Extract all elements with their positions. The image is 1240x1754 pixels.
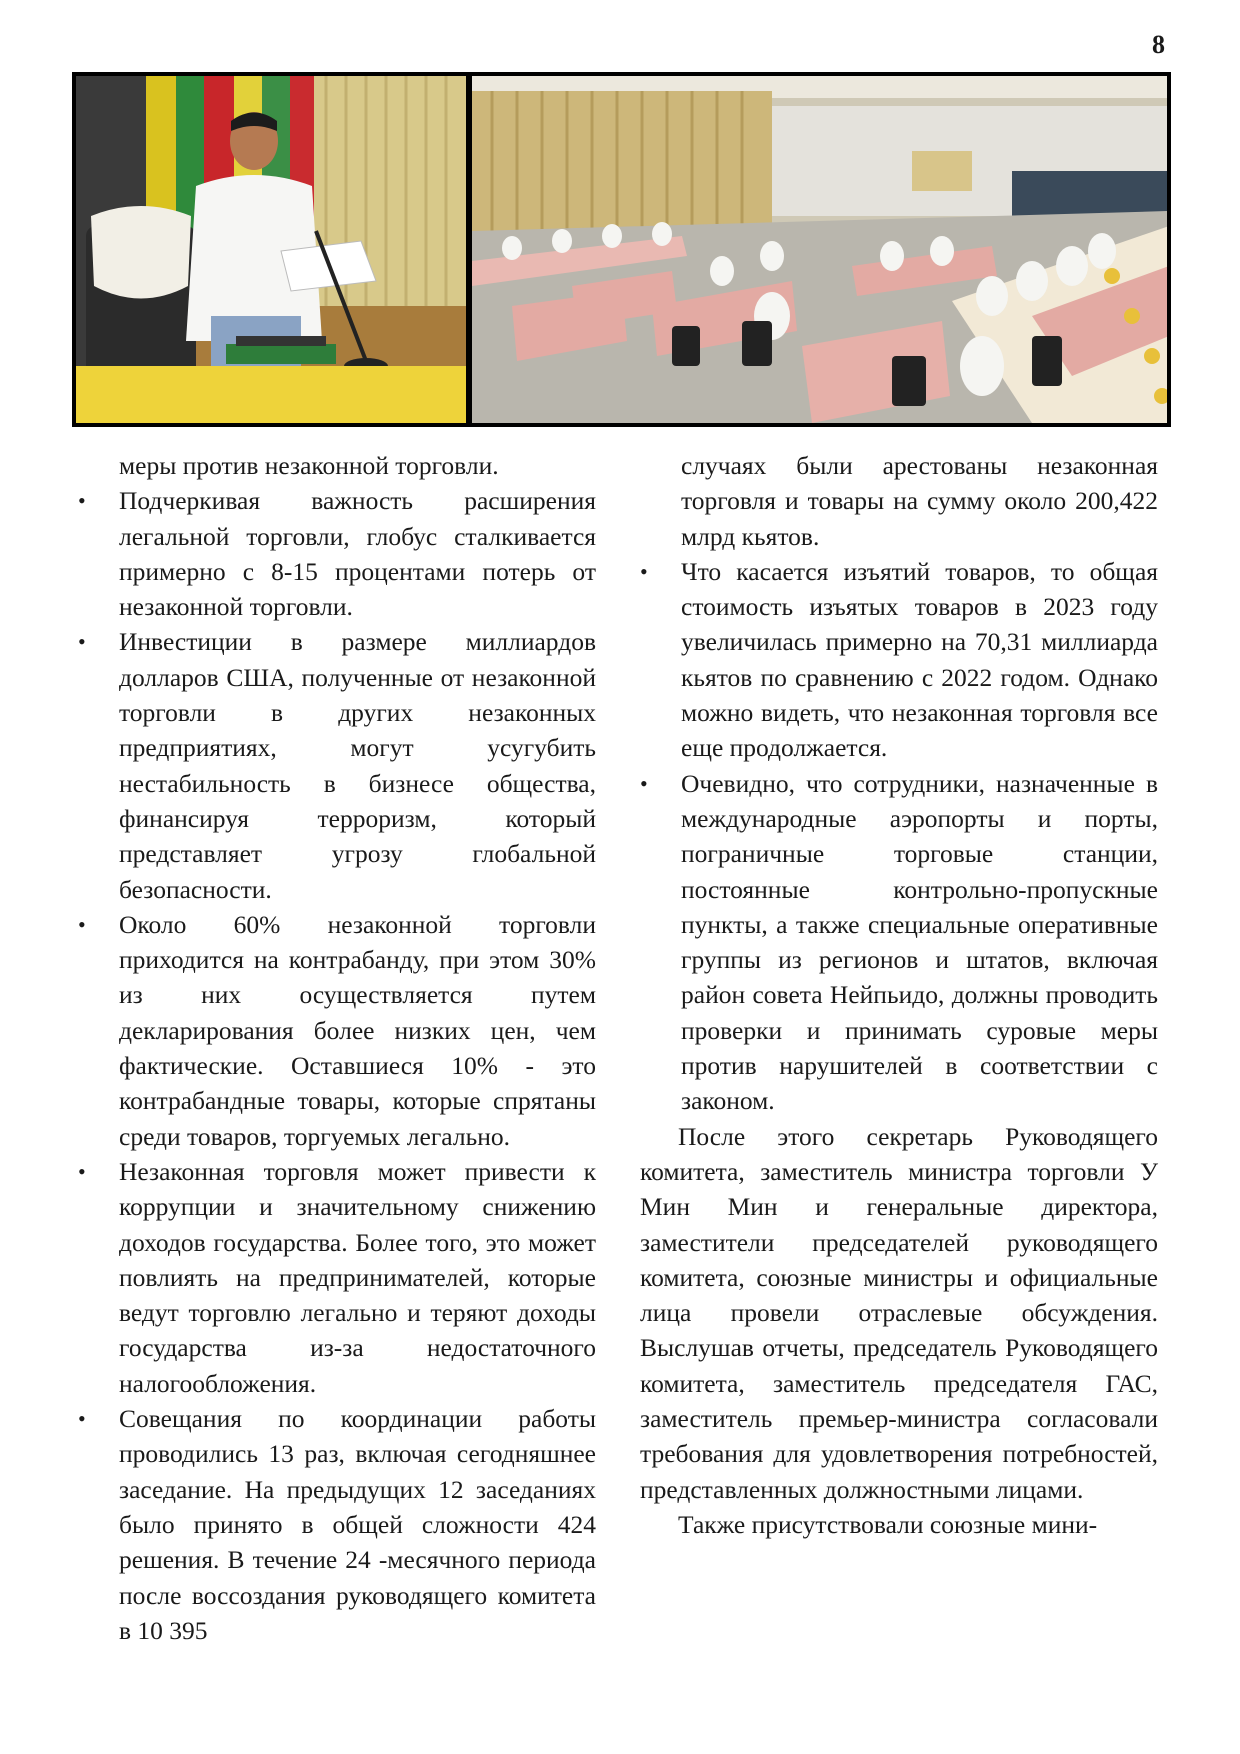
- list-item: • Около 60% незаконной торговли приходится на контрабанду, при этом 30% из них осуществляется путем декларирования более низких цен, чем фактические. Оставшиеся 10% - это контрабандные товары, которые спрятаны среди товаров, торгуемых легально.: [78, 907, 596, 1154]
- body-paragraph: Также присутствовали союзные мини-: [678, 1509, 1098, 1539]
- list-item: • Подчеркивая важность расширения легальной торговли, глобус сталкивается примерно с 8-15 процентами потерь от незаконной торговли.: [78, 483, 596, 624]
- page-number: 8: [1152, 30, 1165, 59]
- meeting-hall-photo: [472, 76, 1167, 423]
- list-item: • Инвестиции в размере миллиардов долларов США, полученные от незаконной торговли в других незаконных предприятиях, могут усугубить нестабильность в бизнесе общества, финансируя терроризм, который представляет угрозу глобальной безопасности.: [78, 624, 596, 906]
- left-column: [78, 448, 596, 1648]
- list-item: • Очевидно, что сотрудники, назначенные в международные аэропорты и порты, пограничные торговые станции, постоянные контрольно-пропускные пункты, а также специальные оперативные группы из регионов и штатов, включая район совета Нейпьидо, должны проводить проверки и принимать суровые меры против нарушителей в соответствии с законом.: [640, 766, 1158, 1119]
- bullet-list: [640, 554, 1158, 1119]
- continuation-text: меры против незаконной торговли.: [119, 451, 499, 480]
- body-paragraph: После этого секретарь Руководящего комитета, заместитель министра торговли У Мин Мин и генеральные директора, заместители председателей руководящего комитета, союзные министры и официальные лица провели отраслевые обсуждения. Выслушав отчеты, председатель Руководящего комитета, заместитель председателя ГАС, заместитель премьер-министра согласовали требования для удовлетворения потребностей, представленных должностными лицами.: [640, 1121, 1158, 1504]
- photo-strip: [72, 72, 1171, 427]
- list-item: • Совещания по координации работы проводились 13 раз, включая сегодняшнее заседание. На предыдущих 12 заседаниях было принято в общей сложности 424 решения. В течение 24 -месячного периода после воссоздания руководящего комитета в 10 395: [78, 1401, 596, 1648]
- list-item: • Незаконная торговля может привести к коррупции и значительному снижению доходов государства. Более того, это может повлиять на предпринимателей, которые ведут торговлю легально и теряют доходы государства из-за недостаточного налогообложения.: [78, 1154, 596, 1401]
- speaker-photo: [76, 76, 466, 423]
- list-item: • Что касается изъятий товаров, то общая стоимость изъятых товаров в 2023 году увеличилась примерно на 70,31 миллиарда кьятов по сравнению с 2022 годом. Однако можно видеть, что незаконная торговля все еще продолжается.: [640, 554, 1158, 766]
- bullet-list: [78, 483, 596, 1648]
- continuation-text: случаях были арестованы незаконная торговля и товары на сумму около 200,422 млрд кьятов.: [681, 451, 1158, 551]
- right-column: [640, 448, 1158, 1542]
